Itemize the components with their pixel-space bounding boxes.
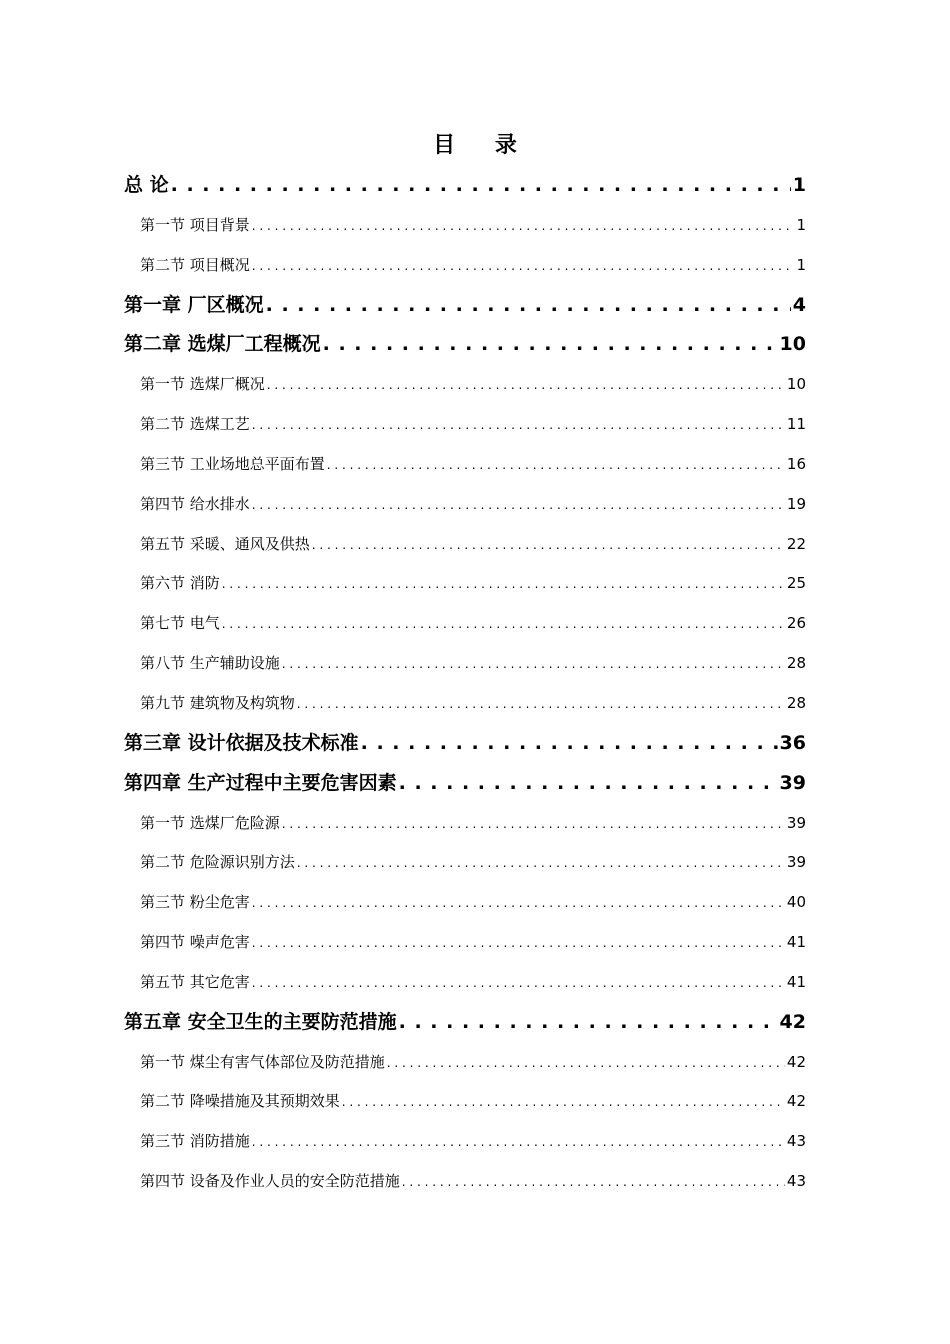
toc-entry-label: 第一节 煤尘有害气体部位及防范措施 bbox=[140, 1052, 385, 1071]
dot-leader bbox=[282, 804, 785, 845]
toc-page-number: 42 bbox=[786, 1092, 806, 1111]
dot-leader bbox=[266, 286, 791, 326]
toc-entry-label: 第一节 选煤厂概况 bbox=[140, 375, 265, 394]
toc-entry-label: 第八节 生产辅助设施 bbox=[140, 654, 280, 673]
toc-page-number: 22 bbox=[786, 534, 806, 553]
dot-leader bbox=[252, 405, 785, 446]
toc-entry-label: 第一章 厂区概况 bbox=[124, 293, 264, 316]
toc-section-entry[interactable] bbox=[124, 206, 806, 246]
toc-entry-label: 总 论 bbox=[124, 174, 169, 196]
dot-leader bbox=[342, 1082, 785, 1123]
toc-page-number: 10 bbox=[779, 333, 806, 356]
dot-leader bbox=[312, 525, 785, 566]
toc-title: 目 录 bbox=[433, 133, 533, 158]
toc-page-number: 43 bbox=[786, 1132, 806, 1151]
toc-entry-label: 第四节 设备及作业人员的安全防范措施 bbox=[140, 1172, 400, 1191]
toc-page-number: 36 bbox=[779, 731, 806, 754]
toc-section-entry[interactable] bbox=[124, 525, 806, 565]
toc-section-entry[interactable] bbox=[124, 883, 806, 923]
dot-leader bbox=[252, 1122, 785, 1163]
toc-chapter-entry[interactable] bbox=[124, 325, 806, 365]
toc-chapter-entry[interactable] bbox=[124, 166, 806, 206]
toc-section-entry[interactable] bbox=[124, 1162, 806, 1202]
dot-leader bbox=[399, 1003, 778, 1043]
toc-section-entry[interactable] bbox=[124, 604, 806, 644]
dot-leader bbox=[222, 564, 785, 605]
toc-section-entry[interactable] bbox=[124, 923, 806, 963]
toc-section-entry[interactable] bbox=[124, 804, 806, 844]
toc-page-number: 39 bbox=[786, 813, 806, 832]
dot-leader bbox=[387, 1043, 785, 1084]
dot-leader bbox=[297, 843, 785, 884]
toc-section-entry[interactable] bbox=[124, 1122, 806, 1162]
dot-leader bbox=[327, 445, 785, 486]
toc-section-entry[interactable] bbox=[124, 843, 806, 883]
dot-leader bbox=[399, 764, 778, 804]
toc-entry-label: 第三节 工业场地总平面布置 bbox=[140, 454, 325, 473]
toc-page-number: 28 bbox=[786, 693, 806, 712]
toc-page-number: 28 bbox=[786, 654, 806, 673]
dot-leader bbox=[252, 963, 785, 1004]
toc-entry-label: 第二章 选煤厂工程概况 bbox=[124, 333, 321, 356]
dot-leader bbox=[222, 604, 785, 645]
toc-entry-label: 第五节 采暖、通风及供热 bbox=[140, 534, 310, 553]
toc-page-number: 10 bbox=[786, 375, 806, 394]
toc-chapter-entry[interactable] bbox=[124, 1003, 806, 1043]
toc-page-number: 41 bbox=[786, 933, 806, 952]
toc-page-number: 19 bbox=[786, 494, 806, 513]
toc-section-entry[interactable] bbox=[124, 485, 806, 525]
dot-leader bbox=[402, 1162, 785, 1203]
toc-section-entry[interactable] bbox=[124, 246, 806, 286]
toc-page-number: 40 bbox=[786, 893, 806, 912]
dot-leader bbox=[323, 325, 778, 365]
toc-entry-label: 第三节 粉尘危害 bbox=[140, 893, 250, 912]
toc-entry-label: 第五节 其它危害 bbox=[140, 972, 250, 991]
toc-page-number: 1 bbox=[792, 174, 806, 196]
toc-entry-label: 第三节 消防措施 bbox=[140, 1132, 250, 1151]
toc-section-entry[interactable] bbox=[124, 564, 806, 604]
toc-page-number: 1 bbox=[796, 255, 806, 274]
toc-entry-label: 第一节 项目背景 bbox=[140, 215, 250, 234]
toc-entry-label: 第二节 危险源识别方法 bbox=[140, 853, 295, 872]
table-of-contents bbox=[124, 166, 806, 1202]
toc-section-entry[interactable] bbox=[124, 1043, 806, 1083]
dot-leader bbox=[267, 365, 785, 406]
toc-entry-label: 第二节 降噪措施及其预期效果 bbox=[140, 1092, 340, 1111]
toc-entry-label: 第四章 生产过程中主要危害因素 bbox=[124, 771, 397, 794]
dot-leader bbox=[361, 724, 778, 764]
toc-entry-label: 第三章 设计依据及技术标准 bbox=[124, 731, 359, 754]
dot-leader bbox=[252, 246, 795, 287]
toc-section-entry[interactable] bbox=[124, 365, 806, 405]
dot-leader bbox=[171, 166, 791, 206]
dot-leader bbox=[282, 644, 785, 685]
toc-section-entry[interactable] bbox=[124, 445, 806, 485]
toc-page-number: 1 bbox=[796, 215, 806, 234]
toc-page-number: 43 bbox=[786, 1172, 806, 1191]
toc-section-entry[interactable] bbox=[124, 644, 806, 684]
toc-entry-label: 第六节 消防 bbox=[140, 574, 220, 593]
toc-section-entry[interactable] bbox=[124, 963, 806, 1003]
toc-page-number: 42 bbox=[779, 1010, 806, 1033]
toc-page-number: 39 bbox=[779, 771, 806, 794]
toc-entry-label: 第二节 选煤工艺 bbox=[140, 415, 250, 434]
toc-chapter-entry[interactable] bbox=[124, 724, 806, 764]
toc-page-number: 11 bbox=[786, 415, 806, 434]
toc-entry-label: 第一节 选煤厂危险源 bbox=[140, 813, 280, 832]
dot-leader bbox=[252, 923, 785, 964]
dot-leader bbox=[252, 883, 785, 924]
toc-page-number: 41 bbox=[786, 972, 806, 991]
toc-entry-label: 第四节 给水排水 bbox=[140, 494, 250, 513]
toc-page-number: 42 bbox=[786, 1052, 806, 1071]
toc-entry-label: 第二节 项目概况 bbox=[140, 255, 250, 274]
dot-leader bbox=[297, 684, 785, 725]
toc-page-number: 4 bbox=[792, 293, 806, 316]
toc-entry-label: 第九节 建筑物及构筑物 bbox=[140, 693, 295, 712]
toc-page-number: 16 bbox=[786, 454, 806, 473]
toc-section-entry[interactable] bbox=[124, 405, 806, 445]
toc-entry-label: 第七节 电气 bbox=[140, 614, 220, 633]
dot-leader bbox=[252, 206, 795, 247]
toc-chapter-entry[interactable] bbox=[124, 286, 806, 326]
toc-chapter-entry[interactable] bbox=[124, 764, 806, 804]
toc-section-entry[interactable] bbox=[124, 684, 806, 724]
toc-page-number: 39 bbox=[786, 853, 806, 872]
toc-page-number: 25 bbox=[786, 574, 806, 593]
toc-page-number: 26 bbox=[786, 614, 806, 633]
dot-leader bbox=[252, 485, 785, 526]
toc-section-entry[interactable] bbox=[124, 1082, 806, 1122]
toc-entry-label: 第五章 安全卫生的主要防范措施 bbox=[124, 1010, 397, 1033]
toc-entry-label: 第四节 噪声危害 bbox=[140, 933, 250, 952]
